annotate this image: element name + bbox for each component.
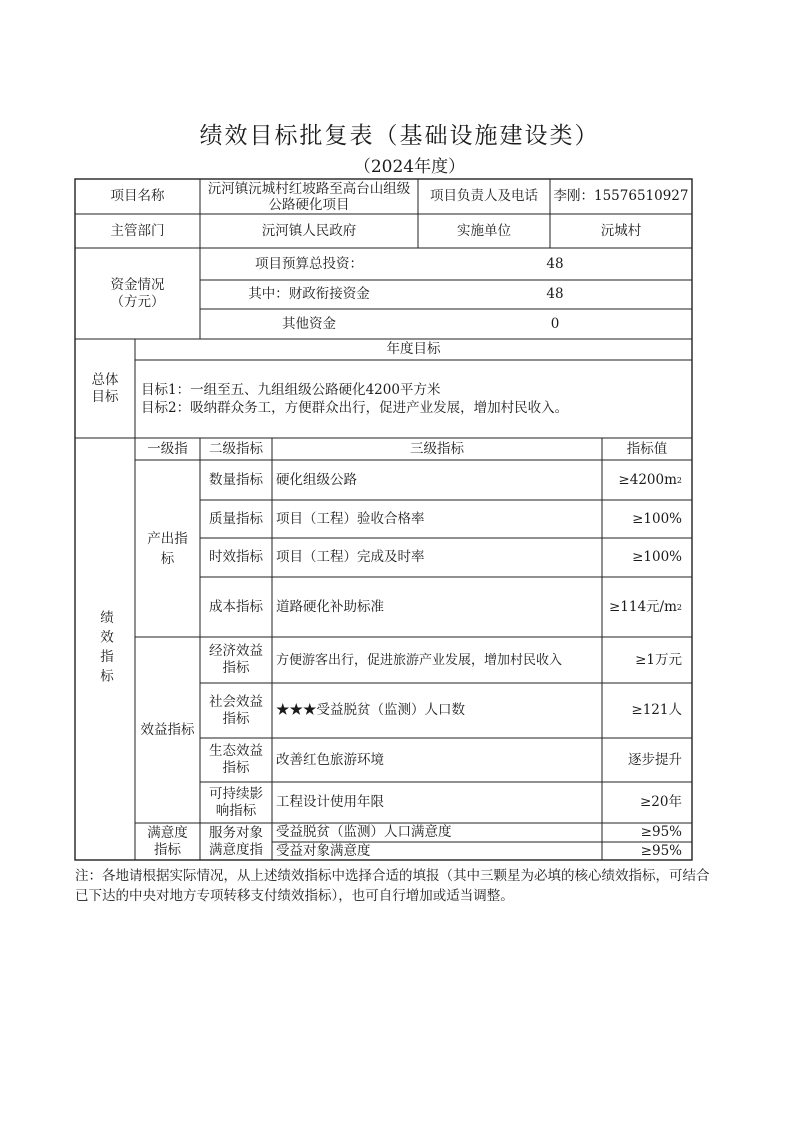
impl-label: 实施单位	[457, 222, 511, 239]
overall-goal-label	[75, 339, 135, 438]
benefit-level3: ★★★受益脱贫（监测）人口数	[276, 702, 465, 718]
benefit-level3: 改善红色旅游环境	[276, 751, 384, 768]
goal-list	[135, 360, 692, 438]
funds-label-line2: （方元）	[110, 293, 165, 310]
overall-goal-label-line1: 总体	[91, 371, 119, 388]
benefit-level2-line1: 社会效益	[209, 693, 263, 710]
footnote: 注：各地请根据实际情况，从上述绩效指标中选择合适的填报（其中三颗星为必填的核心绩效指标，可结合已下达的中央对地方专项转移支付绩效指标），也可自行增加或适当调整。	[75, 868, 710, 904]
project-name-value: 沅河镇沅城村红坡路至高台山组级公路硬化项目	[207, 180, 411, 213]
benefit-level2-line2: 指标	[222, 660, 250, 676]
output-indicator-label	[135, 460, 200, 637]
output-level3: 项目（工程）验收合格率	[276, 510, 425, 527]
satisfaction-level2-line2: 满意度指	[209, 841, 263, 858]
output-level3: 道路硬化补助标准	[276, 598, 384, 615]
satisfaction-level2	[200, 823, 272, 860]
funds-row-label: 其他资金	[282, 315, 336, 332]
header-level1: 一级指	[147, 440, 188, 457]
satisfaction-indicator-label	[135, 823, 200, 860]
output-value	[602, 577, 692, 637]
funds-row-value: 48	[546, 286, 564, 302]
benefit-level2	[200, 637, 272, 683]
benefit-level2	[200, 738, 272, 782]
benefit-level2-line1: 生态效益	[209, 743, 263, 759]
header-value: 指标值	[626, 440, 668, 457]
satisfaction-value: ≥95%	[640, 842, 682, 859]
overall-goal-label-line2: 目标	[91, 388, 119, 405]
benefit-level3: 方便游客出行，促进旅游产业发展，增加村民收入	[276, 652, 563, 668]
benefit-level2-line2: 指标	[222, 710, 250, 727]
satisfaction-label-line2: 指标	[154, 841, 181, 858]
benefit-level2-line2: 指标	[222, 760, 250, 776]
funds-row-label: 其中：财政衔接资金	[248, 286, 370, 302]
project-name-label: 项目名称	[110, 188, 165, 204]
funds-row-value: 48	[546, 255, 564, 272]
output-label-line1: 产出指	[147, 530, 188, 547]
indicators-section-label	[75, 438, 135, 860]
page-year: （2024年度）	[353, 157, 466, 177]
output-level3: 硬化组级公路	[276, 471, 357, 488]
benefit-level2-line1: 可持续影	[209, 785, 263, 802]
project-contact-value: 李刚：15576510927	[553, 188, 689, 204]
impl-value: 沅城村	[600, 222, 642, 239]
satisfaction-level3: 受益脱贫（监测）人口满意度	[276, 824, 452, 840]
output-level2: 成本指标	[209, 598, 263, 615]
funds-row-label: 项目预算总投资：	[255, 255, 363, 272]
benefit-value: ≥1万元	[635, 651, 682, 668]
funds-label	[75, 248, 200, 339]
output-value-sup: 2	[676, 475, 682, 485]
output-value-text: ≥114元/m	[608, 598, 677, 615]
header-level2: 二级指标	[209, 440, 263, 457]
output-value: ≥100%	[632, 510, 682, 527]
indicators-section-label-text: 绩效指标	[97, 610, 113, 688]
goal-2: 目标2：吸纳群众务工，方便群众出行，促进产业发展，增加村民收入。	[141, 400, 569, 416]
page-title: 绩效目标批复表（基础设施建设类）	[199, 123, 600, 149]
output-label-line2: 标	[160, 550, 175, 567]
satisfaction-level3: 受益对象满意度	[276, 842, 371, 859]
output-value	[602, 460, 692, 500]
output-value-text: ≥4200m	[618, 471, 677, 488]
funds-row-value: 0	[550, 315, 560, 332]
output-value: ≥100%	[632, 549, 682, 565]
benefit-level3: 工程设计使用年限	[276, 794, 384, 810]
project-contact-label: 项目负责人及电话	[430, 188, 538, 204]
benefit-level2	[200, 683, 272, 738]
satisfaction-value: ≥95%	[640, 824, 682, 840]
output-value-sup: 2	[676, 602, 682, 612]
satisfaction-level2-line1: 服务对象	[209, 824, 263, 841]
output-level2: 数量指标	[209, 471, 263, 488]
funds-label-line1: 资金情况	[110, 276, 165, 293]
header-level3: 三级指标	[410, 440, 464, 457]
benefit-indicator-label: 效益指标	[140, 721, 195, 738]
dept-value: 沅河镇人民政府	[261, 222, 357, 239]
output-level3: 项目（工程）完成及时率	[276, 549, 425, 565]
benefit-level2	[200, 782, 272, 823]
output-level2: 质量指标	[209, 510, 263, 527]
benefit-value: 逐步提升	[628, 751, 682, 768]
output-level2: 时效指标	[209, 549, 263, 565]
goal-1: 目标1：一组至五、九组组级公路硬化4200平方米	[141, 382, 441, 398]
satisfaction-label-line1: 满意度	[147, 824, 188, 841]
dept-label: 主管部门	[110, 222, 165, 239]
benefit-level2-line1: 经济效益	[209, 643, 263, 659]
benefit-value: ≥121人	[631, 702, 682, 718]
benefit-level2-line2: 响指标	[215, 802, 257, 819]
benefit-value: ≥20年	[640, 794, 682, 810]
annual-goal-header: 年度目标	[386, 341, 441, 357]
